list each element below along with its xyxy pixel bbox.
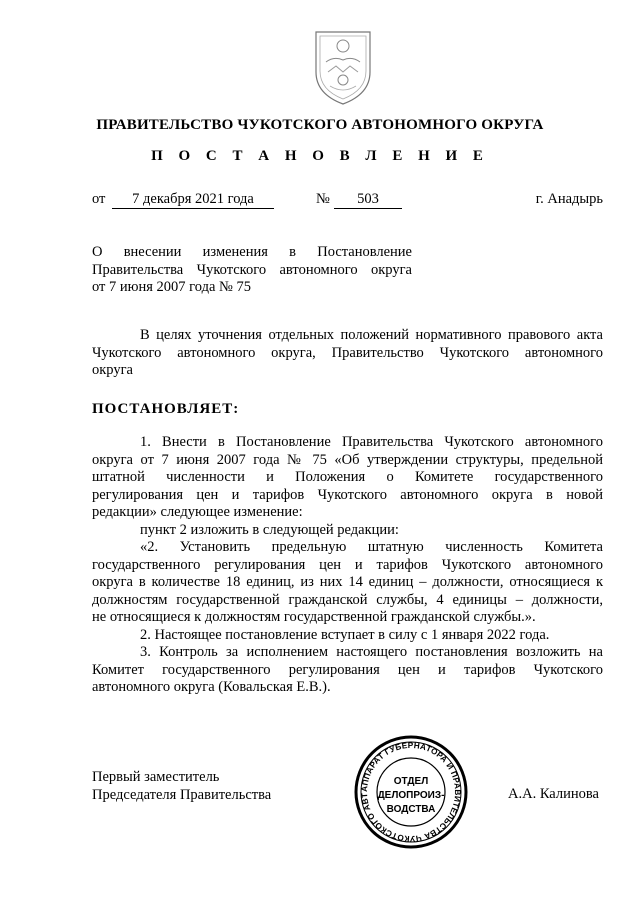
document-date: 7 декабря 2021 года: [132, 191, 254, 207]
item-2: 2. Настоящее постановление вступает в силу с 1 января 2022 года.: [140, 626, 550, 643]
preamble-line: Чукотского автономного округа, Правительство Чукотского автономного: [92, 344, 603, 361]
item-1-line: 1. Внести в Постановление Правительства Чукотского автономного: [140, 434, 603, 450]
stamp-center-line: ОТДЕЛ: [393, 776, 429, 787]
item-1-subline: пункт 2 изложить в следующей редакции:: [140, 521, 399, 538]
date-prefix: от: [92, 191, 106, 207]
preamble: [92, 327, 603, 380]
item-1-line: штатной численности и Положения о Комитете государственного: [92, 469, 603, 485]
signatory-position: [92, 768, 271, 804]
item-1-quote-line: «2. Установить предельную штатную численность Комитета: [140, 539, 603, 555]
item-1-quote-line: должностям государственной гражданской службы, 4 единицы – должности,: [92, 591, 603, 608]
document-type-title: П О С Т А Н О В Л Е Н И Е: [151, 148, 489, 164]
subject-line: О внесении изменения в Постановление: [92, 244, 412, 260]
resolves-heading: ПОСТАНОВЛЯЕТ:: [92, 401, 240, 417]
position-line: Председателя Правительства: [92, 787, 272, 803]
item-1-line: округа от 7 июня 2007 года № 75 «Об утверждении структуры, предельной: [92, 451, 603, 468]
item-3-line: Комитет государственного регулирования цен и тарифов Чукотского: [92, 661, 603, 678]
coat-of-arms-icon: [310, 28, 376, 106]
item-1-quote-line: округа в количестве 18 единиц, из них 14 единиц – должности, относящиеся к: [92, 574, 603, 590]
document-subject: [92, 244, 412, 297]
preamble-line: округа: [92, 362, 133, 378]
government-title: ПРАВИТЕЛЬСТВО ЧУКОТСКОГО АВТОНОМНОГО ОКРУГА: [96, 117, 544, 133]
position-line: Первый заместитель: [92, 769, 220, 785]
document-city: г. Анадырь: [535, 191, 603, 207]
item-3-line: автономного округа (Ковальская Е.В.).: [92, 679, 331, 695]
item-1-line: редакции» следующее изменение:: [92, 504, 303, 520]
item-1-quote-line: не относящиеся к должностям государственной гражданской службы.».: [92, 609, 536, 625]
item-1: [92, 434, 603, 697]
preamble-line: В целях уточнения отдельных положений нормативного правового акта: [140, 327, 603, 343]
item-3-line: 3. Контроль за исполнением настоящего постановления возложить на: [140, 644, 603, 660]
subject-line: Правительства Чукотского автономного округа: [92, 261, 412, 278]
stamp-ring-text: АППАРАТ ГУБЕРНАТОРА И ПРАВИТЕЛЬСТВА ЧУКОТСКОГО АВТ: [359, 740, 463, 844]
signatory-name: А.А. Калинова: [508, 786, 599, 802]
stamp-center-line: ВОДСТВА: [386, 804, 436, 815]
item-1-line: регулирования цен и тарифов Чукотского автономного округа в новой: [92, 486, 603, 503]
stamp-center-line: ДЕЛОПРОИЗ-: [377, 790, 445, 801]
document-number: 503: [357, 191, 379, 207]
document-meta: [92, 191, 603, 211]
number-prefix: №: [316, 191, 330, 207]
item-1-quote-line: государственного регулирования цен и тарифов Чукотского автономного: [92, 556, 603, 573]
official-stamp: [353, 734, 469, 850]
subject-line: от 7 июня 2007 года № 75: [92, 279, 251, 295]
